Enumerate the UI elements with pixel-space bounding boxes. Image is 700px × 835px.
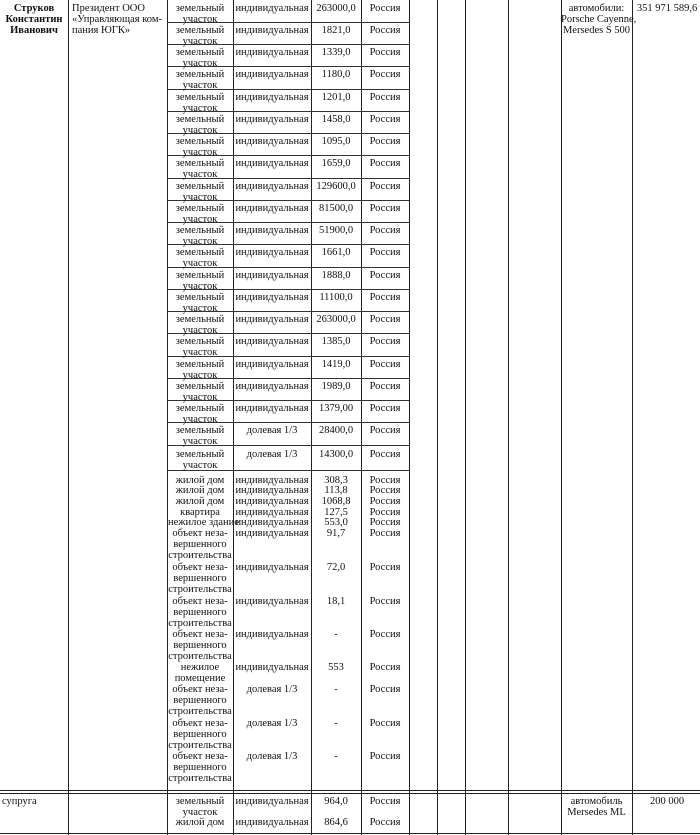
property-area: 127,5 [324,507,348,518]
property-type: земельный [175,359,225,370]
property-type: объект неза- [172,562,228,573]
property-area: 129600,0 [316,181,356,192]
property-area: 72,0 [326,562,346,573]
property-type: земельный [175,425,225,436]
property-type: строительства [168,773,232,784]
property-country: Россия [369,425,401,436]
property-ownership: индивидуальная [235,817,309,828]
property-country: Россия [369,562,401,573]
property-country: Россия [369,336,401,347]
column-divider [68,0,69,835]
property-type: квартира [180,507,220,518]
property-area: - [334,684,338,695]
property-type: земельный [175,69,225,80]
property-type: участок [182,414,218,425]
property-area: 1419,0 [321,359,351,370]
property-type: вершенного [173,762,227,773]
property-type: вершенного [173,607,227,618]
property-ownership: индивидуальная [235,596,309,607]
property-type: вершенного [173,695,227,706]
property-country: Россия [369,47,401,58]
vehicles: Porsche Cayenne, [561,14,637,25]
property-type: нежилое здание [168,517,239,528]
property-ownership: индивидуальная [235,203,309,214]
property-area: 1068,8 [321,496,351,507]
property-area: 308,3 [324,475,348,486]
person-name: Константин [5,14,63,25]
property-type: земельный [175,136,225,147]
property-area: 263000,0 [316,3,356,14]
property-ownership: индивидуальная [235,485,309,496]
property-type: земельный [175,381,225,392]
property-country: Россия [369,528,401,539]
property-type: нежилое [180,662,220,673]
property-country: Россия [369,449,401,460]
property-type: объект неза- [172,684,228,695]
property-area: 1821,0 [321,25,351,36]
column-divider [361,0,362,835]
property-type: земельный [175,114,225,125]
property-area: 1989,0 [321,381,351,392]
property-area: 263000,0 [316,314,356,325]
property-area: 14300,0 [318,449,354,460]
property-ownership: индивидуальная [235,381,309,392]
property-area: 1201,0 [321,92,351,103]
property-type: объект неза- [172,596,228,607]
property-ownership: индивидуальная [235,496,309,507]
property-type: участок [182,192,218,203]
property-country: Россия [369,292,401,303]
property-type: участок [182,169,218,180]
property-country: Россия [369,359,401,370]
property-ownership: индивидуальная [235,69,309,80]
property-ownership: индивидуальная [235,528,309,539]
property-country: Россия [369,92,401,103]
property-type: участок [182,460,218,471]
property-ownership: индивидуальная [235,136,309,147]
property-area: 51900,0 [318,225,354,236]
property-area: 553,0 [324,517,348,528]
property-ownership: долевая 1/3 [246,751,298,762]
property-ownership: индивидуальная [235,403,309,414]
property-ownership: индивидуальная [235,336,309,347]
row-divider [0,793,700,794]
property-ownership: индивидуальная [235,507,309,518]
property-type: земельный [175,403,225,414]
person-position: Президент ООО [72,3,145,14]
property-country: Россия [369,596,401,607]
property-country: Россия [369,507,401,518]
property-type: участок [182,58,218,69]
person-name: Струков [13,3,55,14]
property-area: 1385,0 [321,336,351,347]
vehicles: Mersedes S 500 [562,25,631,36]
property-ownership: индивидуальная [235,92,309,103]
property-type: участок [182,303,218,314]
column-divider [632,0,633,835]
property-area: 1339,0 [321,47,351,58]
property-type: жилой дом [175,485,225,496]
property-type: помещение [174,673,226,684]
property-type: участок [182,103,218,114]
property-country: Россия [369,718,401,729]
property-ownership: индивидуальная [235,181,309,192]
property-type: участок [182,281,218,292]
property-ownership: индивидуальная [235,796,309,807]
property-type: земельный [175,3,225,14]
property-type: строительства [168,740,232,751]
property-type: объект неза- [172,629,228,640]
property-country: Россия [369,662,401,673]
property-area: 1180,0 [321,69,351,80]
property-country: Россия [369,381,401,392]
property-country: Россия [369,225,401,236]
property-type: земельный [175,92,225,103]
property-country: Россия [369,629,401,640]
property-country: Россия [369,403,401,414]
property-type: объект неза- [172,528,228,539]
income: 351 971 589,6 [636,3,698,14]
property-type: земельный [175,181,225,192]
property-type: участок [182,436,218,447]
property-type: участок [182,80,218,91]
row-divider [0,833,700,834]
property-type: строительства [168,584,232,595]
property-type: участок [182,258,218,269]
property-area: - [334,629,338,640]
column-divider [311,0,312,835]
property-country: Россия [369,3,401,14]
vehicles: автомобили: [568,3,625,14]
property-type: участок [182,347,218,358]
person-position: «Управляющая ком- [72,14,162,25]
property-country: Россия [369,817,401,828]
property-type: земельный [175,47,225,58]
property-type: участок [182,392,218,403]
property-ownership: долевая 1/3 [246,425,298,436]
property-type: вершенного [173,729,227,740]
property-area: 964,0 [324,796,348,807]
property-type: участок [182,214,218,225]
property-area: - [334,718,338,729]
property-ownership: индивидуальная [235,47,309,58]
property-type: участок [182,147,218,158]
property-type: земельный [175,203,225,214]
property-type: участок [182,14,218,25]
property-ownership: индивидуальная [235,517,309,528]
property-type: земельный [175,247,225,258]
property-country: Россия [369,517,401,528]
property-type: земельный [175,158,225,169]
property-ownership: индивидуальная [235,562,309,573]
property-type: земельный [175,336,225,347]
column-divider [508,0,509,835]
property-area: 113,8 [324,485,348,496]
property-type: строительства [168,550,232,561]
property-ownership: индивидуальная [235,314,309,325]
property-type: участок [182,325,218,336]
property-area: 1379,00 [318,403,354,414]
property-area: 864,6 [324,817,348,828]
property-country: Россия [369,158,401,169]
property-ownership: долевая 1/3 [246,684,298,695]
property-type: объект неза- [172,718,228,729]
property-area: 28400,0 [318,425,354,436]
property-ownership: индивидуальная [235,225,309,236]
property-type: вершенного [173,640,227,651]
property-type: строительства [168,706,232,717]
property-ownership: индивидуальная [235,114,309,125]
column-divider [233,0,234,835]
property-type: жилой дом [175,496,225,507]
person-position: пания ЮГК» [72,25,131,36]
property-type: строительства [168,618,232,629]
property-country: Россия [369,496,401,507]
property-type: объект неза- [172,751,228,762]
property-ownership: индивидуальная [235,662,309,673]
property-country: Россия [369,314,401,325]
income: 200 000 [649,796,685,807]
property-country: Россия [369,270,401,281]
property-country: Россия [369,114,401,125]
property-area: 1659,0 [321,158,351,169]
property-type: земельный [175,225,225,236]
property-ownership: долевая 1/3 [246,718,298,729]
property-area: 1661,0 [321,247,351,258]
property-ownership: индивидуальная [235,25,309,36]
property-ownership: индивидуальная [235,158,309,169]
property-country: Россия [369,796,401,807]
column-divider [437,0,438,835]
property-type: участок [182,36,218,47]
property-type: земельный [175,796,225,807]
property-country: Россия [369,203,401,214]
property-ownership: индивидуальная [235,359,309,370]
property-type: жилой дом [175,817,225,828]
property-type: жилой дом [175,475,225,486]
property-country: Россия [369,69,401,80]
person-name: Иванович [10,25,58,36]
property-type: земельный [175,25,225,36]
property-country: Россия [369,25,401,36]
property-type: земельный [175,314,225,325]
property-type: вершенного [173,539,227,550]
property-country: Россия [369,181,401,192]
property-area: - [334,751,338,762]
property-country: Россия [369,751,401,762]
property-type: участок [182,370,218,381]
vehicles: Mersedes ML [567,807,626,818]
property-area: 1095,0 [321,136,351,147]
property-area: 553 [328,662,344,673]
property-type: земельный [175,292,225,303]
property-area: 81500,0 [318,203,354,214]
property-area: 11100,0 [319,292,353,303]
property-country: Россия [369,684,401,695]
property-area: 1458,0 [321,114,351,125]
property-type: участок [182,236,218,247]
property-ownership: индивидуальная [235,247,309,258]
property-area: 91,7 [326,528,346,539]
row-divider [0,790,700,791]
property-ownership: индивидуальная [235,292,309,303]
property-ownership: индивидуальная [235,3,309,14]
property-country: Россия [369,136,401,147]
property-country: Россия [369,475,401,486]
property-type: земельный [175,270,225,281]
column-divider [561,0,562,835]
person-name: супруга [2,796,37,807]
vehicles: автомобиль [570,796,623,807]
property-ownership: долевая 1/3 [246,449,298,460]
property-ownership: индивидуальная [235,629,309,640]
column-divider [465,0,466,835]
property-area: 1888,0 [321,270,351,281]
property-type: земельный [175,449,225,460]
property-type: строительства [168,651,232,662]
property-type: участок [182,807,218,818]
property-type: вершенного [173,573,227,584]
column-divider [409,0,410,835]
property-ownership: индивидуальная [235,475,309,486]
property-ownership: индивидуальная [235,270,309,281]
property-country: Россия [369,485,401,496]
property-type: участок [182,125,218,136]
property-country: Россия [369,247,401,258]
property-area: 18,1 [326,596,346,607]
